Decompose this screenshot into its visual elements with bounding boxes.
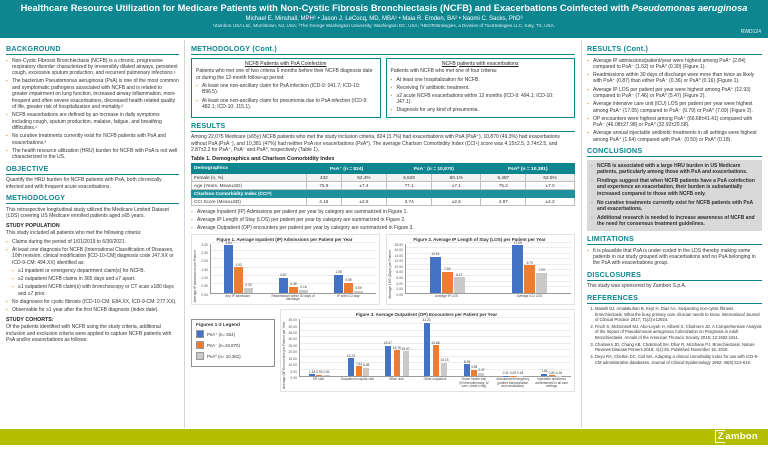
table-cell: 62.5% <box>526 174 575 182</box>
axis-tick-label: 0.50 <box>201 284 208 289</box>
figure-1-chart <box>191 234 380 305</box>
table1-demographics <box>191 163 575 206</box>
figure-2-chart <box>386 234 575 305</box>
bar <box>512 245 523 292</box>
legend-item <box>196 352 270 360</box>
table-cell: ±2.5 <box>432 198 481 206</box>
figure-reference-bullet: ▪ Average Outpatient (OP) encounters per patient per year by category are summarized in Figure 3. <box>191 225 575 231</box>
bar <box>430 257 441 293</box>
zambon-logo-text: ambon <box>725 431 758 442</box>
bar-value-label: 17.05 <box>513 240 522 245</box>
bar <box>464 364 470 376</box>
bar <box>309 374 315 376</box>
bar <box>344 283 353 293</box>
authors-line: Michael E. Minshall, MPH¹ • Jason J. LeCocq, MD, MBA¹ • Maia R. Emden, BA² • Naomi C. Sacks, PhD³ <box>245 15 523 22</box>
results-cont-bullet: ▪ Average intensive care unit (ICU) LOS per patient per year were highest among PsA⁺ (17.05) compared to PsA⁻ (9.79) or PsA⁰ (7.09) (Figure 2). <box>587 101 762 114</box>
footer-band <box>0 429 768 445</box>
background-list <box>6 58 179 161</box>
bar-group <box>211 242 266 293</box>
references-list <box>595 306 762 365</box>
axis-tick-label: 2.00 <box>396 287 403 292</box>
bar <box>394 350 400 375</box>
criterion: ▪ No diagnoses for cystic fibrosis (ICD-10-CM: E84.XX, ICD-9-CM: 277.XX). <box>6 299 179 305</box>
bar <box>316 375 322 376</box>
affiliations-line: ¹Zambon USA Ltd., Morristown, NJ, USA; ²The George Washington University, Washington DC, USA; ³HEORStrategies, a Division of ToxStrategies LLC, Katy, TX, USA. <box>213 23 555 29</box>
figure-3-row <box>191 309 575 392</box>
bar <box>385 346 391 376</box>
figures-legend-title: Figures 1-3 Legend <box>196 322 240 328</box>
bar <box>524 265 535 292</box>
bar-value-label: 0.36 <box>290 281 297 286</box>
bar-value-label: 19.78 <box>392 345 401 350</box>
bar-group <box>494 372 533 376</box>
criterion: ▪ Observable for ≥1 year after the first NCFB diagnosis (index date). <box>6 307 179 313</box>
figures-1-2-row <box>191 234 575 305</box>
axis-tick-label: 1.50 <box>201 267 208 272</box>
bar-value-label: 1.52 <box>235 262 242 267</box>
table1-title: Table 1. Demographics and Charlson Comorbidity Index <box>191 155 335 162</box>
bar-value-label: 0.59 <box>345 278 352 283</box>
bar-value-label: 10.15 <box>440 358 449 363</box>
bar-value-label: 41.23 <box>422 318 431 323</box>
zambon-logo-z: Z <box>715 430 725 443</box>
methodology-cont-heading: METHODOLOGY (Cont.) <box>191 44 575 55</box>
axis-tick-label: 0.00 <box>396 292 403 297</box>
bar-value-label: 19.07 <box>401 346 410 351</box>
bar-group <box>266 274 321 292</box>
figure-y-axis-label: Average LOS (Days) per Patient <box>388 249 392 299</box>
psa-criterion: ▪ At least one non-ancillary claim for pneumonia due to PsA infection (ICD-9: 482.1; ICD-10: J15.1). <box>196 98 376 111</box>
bar-group <box>455 361 494 376</box>
table-cell: 2.87 <box>481 198 526 206</box>
axis-tick-label: 4.00 <box>396 281 403 286</box>
disclosures-text: This study was sponsored by Zambon S.p.A. <box>587 283 687 290</box>
table-cell: 75.9 <box>306 182 341 190</box>
bar-group <box>300 371 339 376</box>
x-axis-category-label: Other outpatient <box>423 376 447 381</box>
table-section-label: Charlson Comorbidity Index (CCI⁴) <box>192 190 575 198</box>
methodology-intro: This retrospective longitudinal study utilized the Medicare Limited Dataset (LDS) covering US Medicare enrolled patients aged ≥65 years. <box>6 206 169 220</box>
limitation-bullet: ▪ It is plausible that PsA is under-coded in the LDS thereby making some patients in our study grouped with exacerbations and no PsA belonging in the PsA with exacerbations group. <box>587 248 762 267</box>
bar-value-label: 0.29 <box>509 370 517 375</box>
figure-plot-area <box>210 240 376 294</box>
axis-tick-label: 10.00 <box>394 264 403 269</box>
study-population-intro: This study included all patients who met the following criteria: <box>6 230 142 237</box>
reference-item: 4. Deyo RA, Cherkin DC, Ciol MA. Adapting a clinical comorbidity index for use with ICD-9-CM administrative databases. Journal of Clinical Epidemiology 1992; 45(6):513-619. <box>595 354 762 365</box>
reference-item: 1. Maselli DJ, Amalakuhan B, Keyt H, Diaz AA. Suspecting non-cystic fibrosis bronchiectasis: What the busy primary care clinician needs to know. International Journal of Clinical Practice 2017; 71(2):e12924. <box>595 306 762 322</box>
legend-swatch <box>196 352 204 360</box>
x-axis-category-label: Average ICU LOS <box>516 293 543 298</box>
results-cont-bullet: ▪ Readmissions within 30 days of discharge were more than twice as likely with PsA⁺ (0.87) than either PsA⁻ (0.36) or PsA⁰ (0.16) (Figure 1). <box>587 72 762 85</box>
axis-tick-label: 2.50 <box>201 251 208 256</box>
bar-value-label: 0.50 <box>548 370 555 375</box>
legend-swatch <box>196 330 204 338</box>
study-population-heading: STUDY POPULATION <box>6 222 60 229</box>
bar-value-label: 8.93 <box>463 359 471 364</box>
psa-criterion: ▪ At least one non-ancillary claim for PsA infection (ICD-9: 041.7; ICD-10: B96.5). <box>196 83 376 96</box>
table-row-label: Female (n, %) <box>192 174 307 182</box>
bar <box>279 278 288 293</box>
table-cell: ±7.4 <box>341 182 386 190</box>
x-axis-category-label: Office visit <box>388 376 404 381</box>
results-paragraph: Among 22,075 Medicare (≥65y) NCFB patients who met the study inclusion criteria, 824 (3.7%) had exacerbations with PsA (PsA⁺), 10,870 (49.3%) had exacerbations without PsA (PsA⁻), and 10,381 (47%) had neither PsA nor exacerbations (PsA⁰). The average Charlson Comorbidity Index (CCI⁴) score was 4.15±2.5, 3.74±2.5, and 2.87±2.2 for PsA⁺, PsA⁻ and PsA⁰, respectively (Table 1). <box>191 134 560 154</box>
study-cohorts-text: Of the patients identified with NCFB using the study criteria, additional inclusion and exclusion criteria were applied to capture NCFB patients with PsA and/or exacerbations as follows: <box>6 324 172 344</box>
axis-tick-label: 5.00 <box>290 369 297 374</box>
bar <box>403 351 409 376</box>
conclusion-bullet: ▪ No curative treatments currently exist for NCFB patients with PsA and exacerbations. <box>591 200 758 213</box>
x-axis-category-label: Average IP LOS <box>435 293 458 298</box>
exacerbation-criterion: ▪ Receiving IV antibiotic treatment. <box>391 85 571 91</box>
axis-tick-label: 0.00 <box>201 292 208 297</box>
bar-value-label: 9.79 <box>526 260 533 265</box>
axis-tick-label: 8.00 <box>396 270 403 275</box>
exacerbation-criterion: ▪ Diagnosis for any kind of pneumonia. <box>391 107 571 113</box>
axis-tick-label: 16.00 <box>394 248 403 253</box>
bar <box>299 290 308 293</box>
results-cont-list <box>587 58 762 144</box>
background-bullet: ▪ NCFB exacerbations are defined by an increase in daily symptoms including cough, sputum production, malaise, fatigue, and breathing difficulties.¹ <box>6 112 179 131</box>
figure-title: Figure 2. Average IP Length of Stay (LOS) per Patient per Year <box>413 236 546 242</box>
figure-y-axis-label: Average IP Admissions per Patient <box>193 249 197 302</box>
bar-value-label: 6.08 <box>363 363 370 368</box>
axis-tick-label: 1.00 <box>201 276 208 281</box>
bar-value-label: 0.18 <box>555 371 562 376</box>
poster-body <box>0 40 768 428</box>
axis-tick-label: 30.00 <box>288 337 297 342</box>
bar <box>441 363 447 376</box>
poster-title-species: Pseudomonas aeruginosa <box>631 3 748 13</box>
psa-coinfection-criteria <box>196 83 376 110</box>
zambon-logo <box>715 431 758 442</box>
bar <box>424 323 430 376</box>
legend-item <box>196 330 270 338</box>
bar <box>324 375 330 376</box>
study-cohorts-heading: STUDY COHORTS: <box>6 316 54 323</box>
legend-item <box>196 341 270 349</box>
exacerbations-box-title: NCFB patients with exacerbations <box>441 60 519 67</box>
exacerbations-criteria <box>391 77 571 114</box>
gridline <box>300 317 571 318</box>
bar <box>363 368 369 376</box>
axis-tick-label: 10.00 <box>288 363 297 368</box>
bar-value-label: 0.31 <box>502 370 509 375</box>
bar-group <box>377 342 416 376</box>
background-bullet: ▪ The health resource utilization (HRU) burden for NCFB with PsA is not well characterized in the US. <box>6 148 179 161</box>
table-row <box>192 198 575 206</box>
bar-value-label: 7.46 <box>444 267 451 272</box>
table-cell: 432 <box>306 174 341 182</box>
results-cont-heading: RESULTS (Cont.) <box>587 44 762 55</box>
figures-legend-box <box>191 319 275 368</box>
x-axis-category-label: Readmission within 30 days of discharge <box>271 293 315 302</box>
sub-criterion: ▪ ≥1 inpatient or emergency department claim(s) for NCFB. <box>12 268 179 274</box>
bar-value-label: 7.09 <box>538 268 545 273</box>
figure-y-axis-label: Average OP Encounters per Patient per Year <box>282 321 286 389</box>
figure-title: Figure 3. Average Outpatient (OP) Encounters per Patient per Year <box>355 311 498 317</box>
exacerbation-criterion: ▪ ≥2 acute NCFB exacerbations within 12 months (ICD-9: 494.1; ICD-10: J47.1). <box>391 93 571 106</box>
poster-title <box>0 0 768 14</box>
background-bullet: ▪ The bacterium Pseudomonas aeruginosa (PsA) is one of the most common and symptomatic pathogens associated with NCFB and is related to greater impairment on lung function, increased airway inflammation, more frequent and often severe exacerbations, decreased health related quality of life, greater risk of hospitalization and mortality.² <box>6 78 179 110</box>
poster-header <box>0 0 768 38</box>
exacerbations-box-intro: Patients with NCFB who met one of four criteria: <box>390 68 498 74</box>
bar <box>289 287 298 293</box>
bar-value-label: 0.18 <box>517 371 524 376</box>
table-cell: 6,528 <box>387 174 432 182</box>
table-cell: ±7.0 <box>526 182 575 190</box>
bar-value-label: 2.47 <box>478 368 485 373</box>
background-bullet: ▪ No curative treatments currently exist for NCFB patients with PsA and exacerbations.³ <box>6 133 179 146</box>
bar <box>224 245 233 292</box>
axis-tick-label: 18.00 <box>394 242 403 247</box>
bar-value-label: 13.73 <box>346 353 355 358</box>
axis-tick-label: 2.00 <box>201 259 208 264</box>
methodology-heading: METHODOLOGY <box>6 193 179 204</box>
bar-group <box>416 319 455 376</box>
bar-value-label: 5.47 <box>456 272 463 277</box>
limitations-list <box>587 248 762 267</box>
bar-value-label: 0.16 <box>300 285 307 290</box>
bar-value-label: 23.47 <box>383 341 392 345</box>
bar <box>454 277 465 292</box>
background-heading: BACKGROUND <box>6 44 179 55</box>
bar-value-label: 0.30 <box>245 282 252 287</box>
figure-3-chart <box>280 309 575 392</box>
axis-tick-label: 20.00 <box>288 350 297 355</box>
table-row-label: Age (Years, Mean±SD) <box>192 182 307 190</box>
x-axis-category-label: ER visit <box>313 376 324 381</box>
figure-reference-bullet: ▪ Average Inpatient (IP) Admissions per patient per year by category are summarized in Figure 1. <box>191 209 575 215</box>
table-cell: 75.2 <box>481 182 526 190</box>
axis-tick-label: 14.00 <box>394 253 403 258</box>
bar-group <box>532 370 571 376</box>
references-heading: REFERENCES <box>587 293 762 304</box>
bar-group <box>339 355 378 376</box>
bar <box>442 272 453 293</box>
x-axis-category-label: Injectable antibiotics administered in all care settings <box>535 376 568 389</box>
results-heading: RESULTS <box>191 121 575 132</box>
bar <box>356 366 362 376</box>
background-bullet: ▪ Non-Cystic Fibrosis Bronchiectasis (NCFB) is a chronic, progressive respiratory disorder characterized by irreversibly dilated airways, persistent cough, excessive sputum production, and recurrent pulmonary infections.¹ <box>6 58 179 77</box>
criteria-list-b <box>6 299 179 314</box>
bar-group <box>489 242 572 293</box>
bar <box>541 374 547 376</box>
bar-value-label: 0.09 <box>355 286 362 291</box>
bar <box>536 273 547 293</box>
results-cont-bullet: ▪ Average annual injectable antibiotic treatments in all settings were highest among PsA⁺ (1.64) compared with PsA⁻ (0.50) or PsA⁰ (0.18). <box>587 130 762 143</box>
table-cell: 77.1 <box>387 182 432 190</box>
conclusion-bullet: ▪ Additional research is needed to increase awareness of NCFB and the need for consensus treatment guidelines. <box>591 215 758 228</box>
bar <box>244 288 253 293</box>
table-cell: 3.74 <box>387 198 432 206</box>
objective-heading: OBJECTIVE <box>6 164 179 175</box>
criterion: ▪ At least one diagnosis for NCFB (International Classification of Diseases, 10th revision, clinical modification [ICD-10-CM] diagnosis code J47.XX or ICD-9-CM: 494.XX) identified as: <box>6 247 179 266</box>
legend-label: PsA⁰ (n= 10,381) <box>207 353 241 359</box>
conclusion-bullet: ▪ Findings suggest that when NCFB patients have a PsA coinfection and experience an exacerbation, their burden is substantially increased compared to those with NCFB only. <box>591 178 758 197</box>
conclusion-bullet: ▪ NCFB is associated with a large HRU burden in US Medicare patients, particularly among those with PsA and exacerbations. <box>591 163 758 176</box>
figure-plot-area <box>299 319 571 377</box>
objective-text: Quantify the HRU burden for NCFB patients with PsA, both chronically infected and with frequent acute exacerbations. <box>6 177 162 190</box>
figure-title: Figure 1. Average Inpatient (IP) Admissions per Patient per Year <box>216 236 353 242</box>
axis-tick-label: 15.00 <box>288 356 297 361</box>
poster-title-main: Healthcare Resource Utilization for Medicare Patients with Non-Cystic Fibrosis Bronchiectasis (NCFB) and Exacerbations Coinfected with <box>20 3 632 13</box>
bar <box>478 373 484 376</box>
table1-col-psa-minus: PsA⁻ (n = 10,870) <box>387 164 481 174</box>
exacerbation-criterion: ▪ At least one hospitalization for NCFB. <box>391 77 571 83</box>
axis-tick-label: 25.00 <box>288 343 297 348</box>
bar-group <box>321 271 376 293</box>
left-column <box>0 40 184 428</box>
axis-tick-label: 3.00 <box>201 242 208 247</box>
table-cell: 52.4% <box>341 174 386 182</box>
x-axis-category-label: Any IP admission <box>225 293 250 298</box>
conclusions-box <box>587 160 762 232</box>
table-cell: 6,487 <box>481 174 526 182</box>
sub-criterion: ▪ ≥1 outpatient NCFB claim(s) with bronchoscopy or CT scan ≥180 days and ≥7 prior. <box>12 284 179 297</box>
table-cell: ±2.2 <box>526 198 575 206</box>
bar-group <box>406 253 489 293</box>
criterion: ▪ Claims during the period of 1/01/2019 to 6/30/2021. <box>6 239 179 245</box>
bar <box>354 291 363 293</box>
table-row-label: CCI Score (Mean±SD) <box>192 198 307 206</box>
right-column <box>582 40 768 428</box>
bar-value-label: 1.64 <box>541 369 548 374</box>
figure-reference-list <box>191 209 575 232</box>
legend-label: PsA⁺ (n= 824) <box>207 331 236 337</box>
figure-reference-bullet: ▪ Average IP Length of Stay (LOS) per patient per year by category are summarized in Figure 2. <box>191 217 575 223</box>
bar-value-label: 1.18 <box>309 369 316 374</box>
table1-col-demographics: Demographics <box>192 164 307 174</box>
x-axis-category-label: Home health visit (IV/chemotherapy, IV care, chest x-ray) <box>459 376 489 389</box>
middle-column <box>184 40 582 428</box>
exacerbations-box <box>386 58 576 118</box>
bar <box>348 358 354 376</box>
x-axis-category-label: Ambulance/Emergency (patient transportation and medication) <box>496 376 530 389</box>
figure-plot-area <box>405 240 571 294</box>
table-cell: ±2.5 <box>341 198 386 206</box>
psa-coinfection-box-intro: Patients who met one of two criteria 6 months before their NCFB diagnosis date or during the 12-month follow-up period: <box>196 68 373 81</box>
criteria-list-a <box>6 239 179 266</box>
bar-value-label: 1.08 <box>335 269 342 274</box>
bar <box>549 375 555 376</box>
table1-col-psa-zero: PsA⁰ (n = 10,381) <box>481 164 575 174</box>
axis-tick-label: 0.00 <box>290 376 297 381</box>
conclusions-list <box>591 163 758 228</box>
axis-tick-label: 12.00 <box>394 259 403 264</box>
table-section-row <box>192 190 575 198</box>
axis-tick-label: 35.00 <box>288 330 297 335</box>
axis-tick-label: 40.00 <box>288 324 297 329</box>
legend-label: PsA⁻ (n=10,870) <box>207 342 240 348</box>
bar-value-label: 0.87 <box>280 273 287 278</box>
table-row <box>192 182 575 190</box>
table-cell: ±7.1 <box>432 182 481 190</box>
table-row <box>192 174 575 182</box>
table-cell: 4.15 <box>306 198 341 206</box>
limitations-heading: LIMITATIONS <box>587 234 762 245</box>
bar-value-label: 23.68 <box>431 340 440 345</box>
conclusions-heading: CONCLUSIONS <box>587 146 762 157</box>
psa-coinfection-box-title: NCFB Patients with PsA Coinfection <box>244 60 327 67</box>
reference-item: 3. Chalmers JD, Chang AB, Chotirmall SH, Dhar R, McShane PJ. Bronchiectasis. Nature Reviews Disease Primers 2018; 4(1):45. Published November 15, 2018. <box>595 342 762 353</box>
sub-criterion: ▪ ≥2 outpatient NCFB claims in 365 days and ≥7 apart. <box>12 276 179 282</box>
table1-col-psa-plus: PsA⁺ (n = 824) <box>306 164 386 174</box>
bar <box>471 370 477 376</box>
psa-coinfection-box <box>191 58 381 118</box>
bar <box>433 345 439 376</box>
criteria-sublist <box>12 268 179 297</box>
legend-swatch <box>196 341 204 349</box>
table-cell: 60.1% <box>432 174 481 182</box>
bar <box>334 275 343 293</box>
axis-tick-label: 6.00 <box>396 276 403 281</box>
cohort-definition-boxes <box>191 58 575 118</box>
disclosures-heading: DISCLOSURES <box>587 270 762 281</box>
reference-item: 2. Finch S, McDonnell MJ, Abo-Leyah H, Aliberti S, Chalmers JD. A Comprehensive Analysis of the Impact of Pseudomonas aeruginosa Colonization on Prognosis in Adult Bronchiectasis. Annals of the American Thoracic Society 2015; 12:1602-1611. <box>595 324 762 340</box>
bar-value-label: 0.81 <box>323 370 330 375</box>
bar-value-label: 2.84 <box>225 240 232 245</box>
bar-value-label: 4.55 <box>471 365 478 370</box>
results-cont-bullet: ▪ OP encounters were highest among PsA⁺ (66.68±41.41) compared with PsA⁻ (46.08±27.98) or PsA⁰ (32.92±20.58). <box>587 116 762 129</box>
bar-value-label: 0.93 <box>316 370 323 375</box>
axis-tick-label: 45.00 <box>288 318 297 323</box>
x-axis-category-label: IP with ICU stay <box>337 293 360 298</box>
bar-value-label: 12.93 <box>431 252 440 256</box>
results-cont-bullet: ▪ Average IP admissions/patient/year were highest among PsA⁺ (2.84) compared to PsA⁻ (1.52) or PsA⁰ (0.30) (Figure 1). <box>587 58 762 71</box>
x-axis-category-label: Outpatient hospital visit <box>340 376 374 381</box>
poster-id: RWD124 <box>740 29 761 35</box>
bar-value-label: 7.44 <box>355 361 363 366</box>
results-cont-bullet: ▪ Average IP LOS per patient per year were highest among PsA⁺ (12.93) compared to PsA⁻ (7.46) or PsA⁰ (5.47) (Figure 2). <box>587 87 762 100</box>
bar <box>234 267 243 292</box>
